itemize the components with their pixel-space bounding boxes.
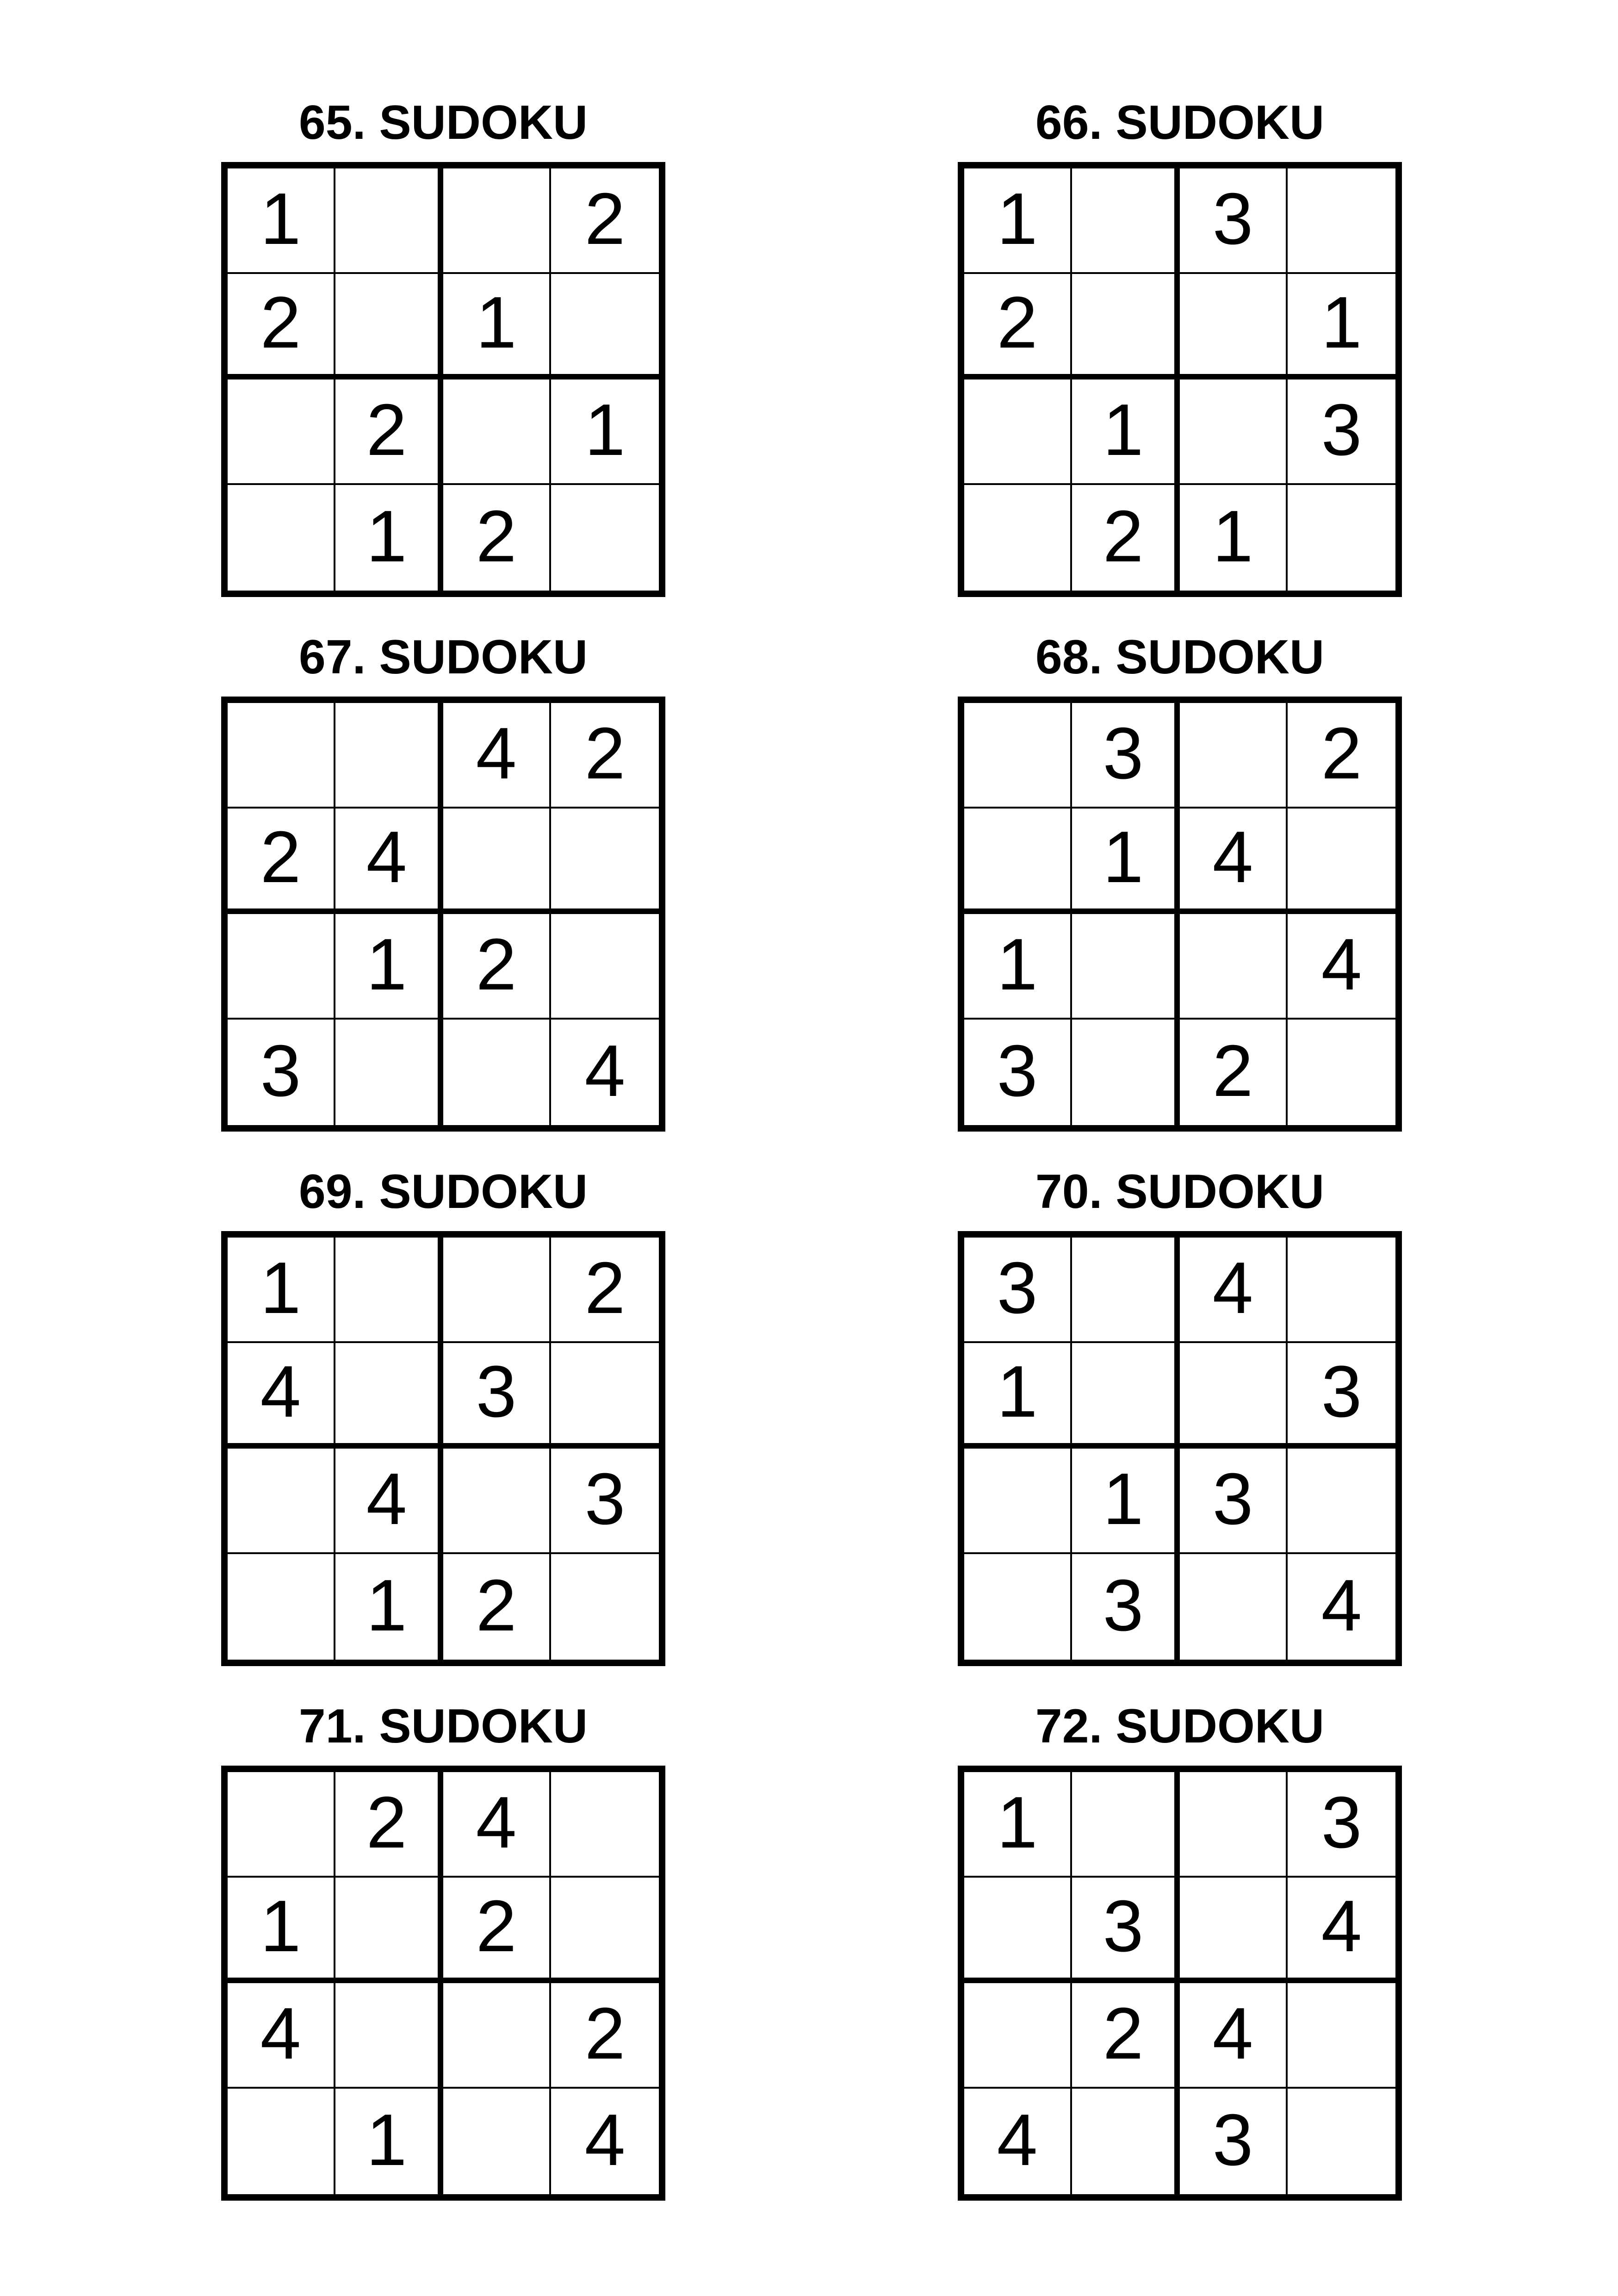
sudoku-grid: [958, 697, 1402, 1132]
given-cell: 2: [443, 914, 551, 1020]
empty-cell[interactable]: [1072, 1772, 1180, 1878]
given-cell: 4: [1180, 1238, 1288, 1343]
sudoku-grid: [958, 162, 1402, 597]
given-cell: 3: [1180, 1449, 1288, 1554]
given-cell: 4: [1180, 809, 1288, 914]
sudoku-grid: [958, 1766, 1402, 2201]
empty-cell[interactable]: [228, 1772, 335, 1878]
given-cell: 4: [584, 2099, 626, 2181]
puzzle-title: 65. SUDOKU: [298, 96, 588, 149]
given-cell: 2: [443, 1554, 551, 1660]
given-cell: 2: [551, 1238, 659, 1343]
sudoku-grid: [221, 1766, 665, 2201]
empty-cell[interactable]: [551, 914, 659, 1020]
given-cell: 1: [1072, 380, 1180, 485]
empty-cell[interactable]: [228, 1554, 335, 1660]
given-cell: 3: [1180, 168, 1288, 274]
empty-cell[interactable]: [443, 1020, 551, 1125]
empty-cell[interactable]: [1072, 2089, 1180, 2194]
empty-cell[interactable]: [443, 1238, 551, 1343]
empty-cell[interactable]: [228, 914, 335, 1020]
empty-cell[interactable]: [335, 168, 443, 274]
sudoku-grid: [221, 697, 665, 1132]
given-cell: 4: [964, 2089, 1072, 2194]
empty-cell[interactable]: [1180, 274, 1288, 380]
empty-cell[interactable]: [551, 274, 659, 380]
empty-cell[interactable]: [1288, 485, 1395, 591]
given-cell: 3: [1072, 1878, 1180, 1983]
given-cell: 1: [964, 914, 1072, 1020]
empty-cell[interactable]: [964, 809, 1072, 914]
empty-cell[interactable]: [964, 485, 1072, 591]
empty-cell[interactable]: [964, 380, 1072, 485]
given-cell: 4: [1321, 1565, 1362, 1646]
empty-cell[interactable]: [551, 1343, 659, 1449]
empty-cell[interactable]: [335, 703, 443, 809]
puzzle-title: 67. SUDOKU: [298, 630, 588, 684]
empty-cell[interactable]: [551, 485, 659, 591]
given-cell: 2: [228, 809, 335, 914]
empty-cell[interactable]: [1072, 914, 1180, 1020]
given-cell: 4: [1180, 1983, 1288, 2089]
empty-cell[interactable]: [1072, 1238, 1180, 1343]
empty-cell[interactable]: [1180, 703, 1288, 809]
empty-cell[interactable]: [551, 1772, 659, 1878]
given-cell: 1: [443, 274, 551, 380]
empty-cell[interactable]: [1180, 914, 1288, 1020]
given-cell: 3: [1288, 380, 1395, 485]
empty-cell[interactable]: [1288, 168, 1395, 274]
empty-cell[interactable]: [964, 1983, 1072, 2089]
sudoku-grid: [221, 1231, 665, 1666]
empty-cell[interactable]: [1180, 1554, 1288, 1660]
empty-cell[interactable]: [443, 809, 551, 914]
given-cell: 1: [335, 485, 443, 591]
given-cell: 2: [964, 274, 1072, 380]
given-cell: 1: [228, 1238, 335, 1343]
empty-cell[interactable]: [443, 1983, 551, 2089]
empty-cell[interactable]: [228, 703, 335, 809]
given-cell: 1: [1288, 274, 1395, 380]
given-cell: 1: [228, 1878, 335, 1983]
empty-cell[interactable]: [335, 1343, 443, 1449]
sudoku-grid: [221, 162, 665, 597]
empty-cell[interactable]: [228, 380, 335, 485]
given-cell: 3: [1288, 1343, 1395, 1449]
given-cell: 4: [335, 1449, 443, 1554]
given-cell: 1: [335, 914, 443, 1020]
given-cell: 1: [335, 2089, 443, 2194]
given-cell: 1: [964, 1772, 1072, 1878]
empty-cell[interactable]: [964, 703, 1072, 809]
empty-cell[interactable]: [1072, 168, 1180, 274]
empty-cell[interactable]: [443, 1449, 551, 1554]
given-cell: 1: [1180, 485, 1288, 591]
empty-cell[interactable]: [335, 1020, 443, 1125]
empty-cell[interactable]: [1180, 1878, 1288, 1983]
given-cell: 4: [1288, 1878, 1395, 1983]
given-cell: 3: [964, 1238, 1072, 1343]
given-cell: 2: [1288, 703, 1395, 809]
given-cell: 3: [551, 1449, 659, 1554]
given-cell: 2: [335, 1772, 443, 1878]
given-cell: 3: [1072, 1554, 1180, 1660]
empty-cell[interactable]: [228, 2089, 335, 2194]
empty-cell[interactable]: [335, 1983, 443, 2089]
given-cell: 2: [335, 380, 443, 485]
sudoku-grid: [958, 1231, 1402, 1666]
given-cell: 2: [443, 1878, 551, 1983]
given-cell: 2: [551, 168, 659, 274]
puzzle-title: 66. SUDOKU: [1035, 96, 1325, 149]
empty-cell[interactable]: [1072, 274, 1180, 380]
given-cell: 1: [551, 380, 659, 485]
given-cell: 3: [443, 1343, 551, 1449]
given-cell: 1: [1072, 1449, 1180, 1554]
empty-cell[interactable]: [1288, 1238, 1395, 1343]
given-cell: 4: [335, 809, 443, 914]
given-cell: 2: [228, 274, 335, 380]
empty-cell[interactable]: [964, 1449, 1072, 1554]
empty-cell[interactable]: [443, 168, 551, 274]
empty-cell[interactable]: [1288, 1020, 1395, 1125]
given-cell: 4: [443, 1772, 551, 1878]
puzzle-title: 72. SUDOKU: [1035, 1699, 1325, 1753]
empty-cell[interactable]: [1072, 1020, 1180, 1125]
given-cell: 2: [1072, 1983, 1180, 2089]
given-cell: 1: [228, 168, 335, 274]
puzzle-title: 70. SUDOKU: [1035, 1165, 1325, 1219]
given-cell: 4: [228, 1983, 335, 2089]
empty-cell[interactable]: [335, 1878, 443, 1983]
empty-cell[interactable]: [443, 380, 551, 485]
given-cell: 4: [1288, 914, 1395, 1020]
empty-cell[interactable]: [1288, 1983, 1395, 2089]
given-cell: 3: [1288, 1772, 1395, 1878]
given-cell: 1: [964, 1343, 1072, 1449]
empty-cell[interactable]: [551, 1878, 659, 1983]
empty-cell[interactable]: [964, 1878, 1072, 1983]
empty-cell[interactable]: [551, 809, 659, 914]
empty-cell[interactable]: [551, 1554, 659, 1660]
empty-cell[interactable]: [335, 1238, 443, 1343]
empty-cell[interactable]: [443, 2089, 551, 2194]
empty-cell[interactable]: [1288, 2089, 1395, 2194]
given-cell: 4: [443, 703, 551, 809]
given-cell: 1: [1072, 809, 1180, 914]
given-cell: 4: [584, 1030, 626, 1112]
given-cell: 1: [335, 1554, 443, 1660]
empty-cell[interactable]: [964, 1554, 1072, 1660]
given-cell: 3: [964, 1020, 1072, 1125]
empty-cell[interactable]: [1288, 1449, 1395, 1554]
empty-cell[interactable]: [1180, 380, 1288, 485]
puzzle-title: 68. SUDOKU: [1035, 630, 1325, 684]
given-cell: 2: [551, 1983, 659, 2089]
empty-cell[interactable]: [1072, 1343, 1180, 1449]
puzzle-title: 69. SUDOKU: [298, 1165, 588, 1219]
given-cell: 2: [551, 703, 659, 809]
empty-cell[interactable]: [335, 274, 443, 380]
given-cell: 1: [964, 168, 1072, 274]
puzzle-title: 71. SUDOKU: [298, 1699, 588, 1753]
empty-cell[interactable]: [1288, 809, 1395, 914]
given-cell: 3: [228, 1020, 335, 1125]
empty-cell[interactable]: [228, 485, 335, 591]
given-cell: 3: [1180, 2089, 1288, 2194]
given-cell: 4: [228, 1343, 335, 1449]
empty-cell[interactable]: [1180, 1343, 1288, 1449]
empty-cell[interactable]: [228, 1449, 335, 1554]
given-cell: 3: [1072, 703, 1180, 809]
empty-cell[interactable]: [1180, 1772, 1288, 1878]
given-cell: 2: [1072, 485, 1180, 591]
given-cell: 2: [443, 485, 551, 591]
given-cell: 2: [1180, 1020, 1288, 1125]
